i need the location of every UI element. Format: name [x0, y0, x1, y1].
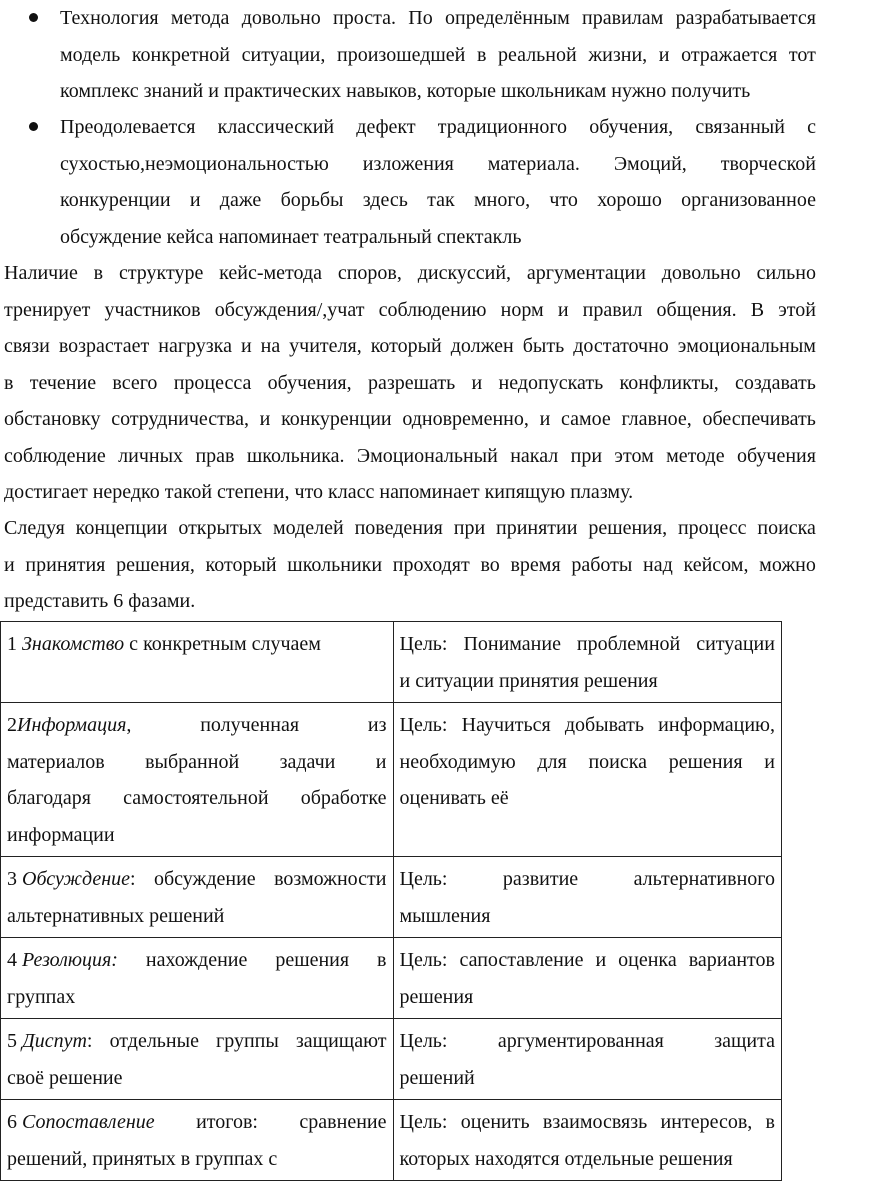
phase-goal-line: Цель: сапоставление и оценка вариантов	[399, 949, 775, 971]
bullet-line: обсуждение кейса напоминает театральный спектакль	[60, 225, 522, 248]
bullet-line: модель конкретной ситуации, произошедшей в реальной жизни, и отражается тот	[60, 43, 816, 66]
paragraph-line: Следуя концепции открытых моделей поведения при принятии решения, процесс поиска	[4, 517, 816, 539]
phase-name-line: 6 Сопоставление итогов: сравнение	[7, 1104, 387, 1141]
phase-name-cell	[1, 1019, 394, 1100]
bullet-line: комплекс знаний и практических навыков, которые школьникам нужно получить	[60, 80, 751, 102]
phase-name-line: материалов выбранной задачи и	[7, 750, 387, 773]
bullet-line: конкуренции и даже борьбы здесь так много, что хорошо организованное	[60, 189, 816, 211]
phase-label: 6 Сопоставление	[7, 1111, 155, 1133]
phase-goal-line: Цель: оценить взаимосвязь интересов, в	[399, 1111, 775, 1133]
phase-name-line: 5 Диспут: отдельные группы защищают	[7, 1023, 387, 1060]
paragraph-line: Наличие в структуре кейс-метода споров, дискуссий, аргументации довольно сильно	[4, 262, 816, 284]
phase-row	[1, 703, 782, 857]
phase-label: 5 Диспут:	[7, 1030, 93, 1052]
bullet-item	[60, 0, 816, 110]
bullet-line: сухостью,неэмоциональностью изложения материала. Эмоций, творческой	[60, 152, 816, 175]
paragraph-line: достигает нередко такой степени, что класс напоминает кипящую плазму.	[4, 481, 634, 503]
phase-row	[1, 622, 782, 703]
phase-goal-line: мышления	[399, 904, 491, 927]
phase-name-cell	[1, 703, 394, 857]
paragraph-line: и принятия решения, который школьники проходят во время работы над кейсом, можно	[4, 553, 816, 576]
phase-name-line: информации	[7, 823, 115, 846]
phase-row	[1, 1019, 782, 1100]
phase-row	[1, 938, 782, 1019]
paragraph-decision-phases	[0, 510, 820, 620]
bullet-item	[60, 109, 816, 255]
phase-name-line: группах	[7, 985, 76, 1008]
paragraph-line: соблюдение личных прав школьника. Эмоциональный накал при этом методе обучения	[4, 444, 816, 467]
phase-row	[1, 857, 782, 938]
phase-name-line: 3 Обсуждение: обсуждение возможности	[7, 861, 387, 898]
phase-name-cell	[1, 1100, 394, 1181]
phase-name-line: 2Информация, полученная из	[7, 707, 387, 744]
phase-label: 3 Обсуждение:	[7, 868, 136, 890]
phase-goal-cell	[393, 1100, 782, 1181]
phase-goal-line: решения	[399, 985, 474, 1008]
bullet-line: Преодолевается классический дефект традиционного обучения, связанный с	[60, 116, 816, 138]
phase-name-cell	[1, 938, 394, 1019]
phase-goal-line: Цель: развитие альтернативного	[399, 868, 775, 890]
bullet-dot-icon	[29, 122, 38, 131]
phase-goal-cell	[393, 622, 782, 703]
phases-table	[0, 621, 782, 1181]
phase-name-line: 4 Резолюция: нахождение решения в	[7, 942, 387, 979]
paragraph-line: представить 6 фазами.	[4, 590, 196, 612]
phase-goal-cell	[393, 857, 782, 938]
phase-row	[1, 1100, 782, 1181]
phase-goal-line: и ситуации принятия решения	[399, 669, 658, 692]
phase-goal-line: необходимую для поиска решения и	[399, 750, 775, 773]
phase-name-line: 1 Знакомство с конкретным случаем	[7, 626, 387, 663]
phase-goal-line: решений	[399, 1066, 475, 1089]
phase-name-line: своё решение	[7, 1066, 123, 1089]
phase-name-line: альтернативных решений	[7, 904, 225, 927]
phase-goal-cell	[393, 938, 782, 1019]
paragraph-line: связи возрастает нагрузка и на учителя, который должен быть достаточно эмоциональным	[4, 335, 816, 357]
paragraph-line: в течение всего процесса обучения, разрешать и недопускать конфликты, создавать	[4, 371, 816, 394]
phase-goal-cell	[393, 1019, 782, 1100]
bullet-line: Технология метода довольно проста. По определённым правилам разрабатывается	[60, 7, 816, 29]
bullet-dot-icon	[29, 13, 38, 22]
phase-label: 2Информация,	[7, 714, 132, 736]
phase-goal-cell	[393, 703, 782, 857]
phase-name-cell	[1, 622, 394, 703]
paragraph-line: тренирует участников обсуждения/,учат соблюдению норм и правил общения. В этой	[4, 298, 816, 321]
phase-label: 4 Резолюция:	[7, 949, 118, 971]
phase-goal-line: Цель: аргументированная защита	[399, 1030, 775, 1052]
phase-label: 1 Знакомство	[7, 633, 125, 655]
phase-goal-line: которых находятся отдельные решения	[399, 1147, 733, 1170]
phase-goal-line: Цель: Научиться добывать информацию,	[399, 714, 775, 736]
phase-goal-line: Цель: Понимание проблемной ситуации	[399, 633, 775, 655]
phase-name-cell	[1, 857, 394, 938]
paragraph-case-method-discussion	[0, 255, 820, 511]
phase-name-line: решений, принятых в группах с	[7, 1147, 278, 1170]
paragraph-line: обстановку сотрудничества, и конкуренции одновременно, и самое главное, обеспечивать	[4, 408, 816, 430]
phase-goal-line: оценивать её	[399, 787, 509, 809]
phase-name-line: благодаря самостоятельной обработке	[7, 787, 387, 809]
